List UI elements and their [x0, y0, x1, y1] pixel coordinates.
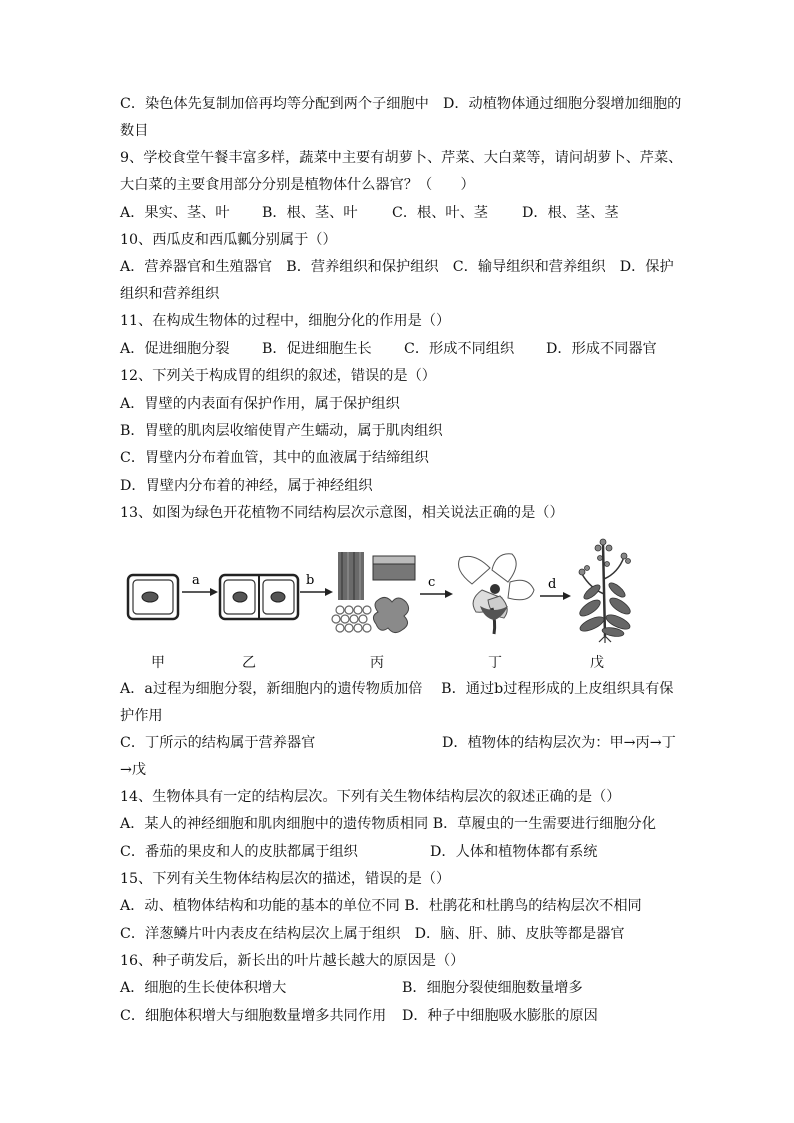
plant-figure — [577, 539, 632, 643]
text-line-l22: A．某人的神经细胞和肌肉细胞中的遗传物质相同 B．草履虫的一生需要进行细胞分化 — [120, 816, 656, 832]
plant-structure-diagram — [120, 534, 640, 669]
text-line-l16: 13、如图为绿色开花植物不同结构层次示意图，相关说法正确的是（） — [120, 505, 564, 521]
text-line-l26: C．洋葱鳞片叶内表皮在结构层次上属于组织 D．脑、肝、肺、皮肤等都是器官 — [120, 926, 625, 942]
label-ding: 丁 — [488, 655, 502, 671]
tissues-figure — [332, 552, 415, 633]
label-bing: 丙 — [370, 655, 384, 671]
text-line-l24: 15、下列有关生物体结构层次的描述，错误的是（） — [120, 871, 451, 887]
text-line-l8: 组织和营养组织 — [120, 286, 220, 302]
text-line-l14: C．胃壁内分布着血管，其中的血液属于结缔组织 — [120, 450, 429, 466]
text-line-l17: A．a过程为细胞分裂，新细胞内的遗传物质加倍 B．通过b过程形成的上皮组织具有保 — [120, 681, 674, 697]
option-q11a: A．促进细胞分裂 — [120, 341, 230, 357]
label-yi: 乙 — [242, 655, 256, 671]
single-cell-figure — [128, 575, 178, 619]
arrow-label-b: b — [306, 573, 315, 588]
arrow-label-c: c — [428, 575, 436, 590]
text-line-l3: 9、学校食堂午餐丰富多样，蔬菜中主要有胡萝卜、芹菜、大白菜等，请问胡萝卜、芹菜、 — [120, 150, 683, 166]
text-line-l20: →戊 — [120, 762, 147, 778]
option-q9a: A．果实、茎、叶 — [120, 205, 230, 221]
arrow-c — [420, 575, 453, 598]
label-jia: 甲 — [151, 655, 165, 671]
option-q9d: D．根、茎、茎 — [522, 205, 619, 221]
option-q11c: C．形成不同组织 — [404, 341, 515, 357]
text-line-l25: A．动、植物体结构和功能的基本的单位不同 B．杜鹃花和杜鹃鸟的结构层次不相同 — [120, 898, 642, 914]
text-line-l15: D．胃壁内分布着的神经，属于神经组织 — [120, 478, 373, 494]
text-line-l27: 16、种子萌发后，新长出的叶片越长越大的原因是（） — [120, 953, 465, 969]
text-line-l21: 14、生物体具有一定的结构层次。下列有关生物体结构层次的叙述正确的是（） — [120, 789, 621, 805]
option-q11d: D．形成不同器官 — [546, 341, 657, 357]
text-line-l9: 11、在构成生物体的过程中，细胞分化的作用是（） — [120, 313, 451, 329]
arrow-label-a: a — [192, 573, 200, 588]
option-q13c: C．丁所示的结构属于营养器官 — [120, 735, 316, 751]
option-q16b: B．细胞分裂使细胞数量增多 — [402, 980, 583, 996]
option-q9b: B．根、茎、叶 — [262, 205, 358, 221]
text-line-l12: A．胃壁的内表面有保护作用，属于保护组织 — [120, 396, 400, 412]
text-line-l1: C．染色体先复制加倍再均等分配到两个子细胞中 D．动植物体通过细胞分裂增加细胞的 — [120, 96, 682, 112]
option-q16c: C．细胞体积增大与细胞数量增多共同作用 — [120, 1008, 387, 1024]
text-line-l6: 10、西瓜皮和西瓜瓤分别属于（） — [120, 232, 337, 248]
option-q14c: C．番茄的果皮和人的皮肤都属于组织 — [120, 844, 358, 860]
flower-figure — [459, 554, 535, 634]
option-q11b: B．促进细胞生长 — [262, 341, 372, 357]
option-q13d: D．植物体的结构层次为：甲→丙→丁 — [442, 735, 676, 751]
option-q9c: C．根、叶、茎 — [392, 205, 488, 221]
option-q14d: D．人体和植物体都有系统 — [430, 844, 598, 860]
arrow-label-d: d — [548, 577, 557, 592]
option-q16d: D．种子中细胞吸水膨胀的原因 — [402, 1008, 598, 1024]
arrow-a — [182, 573, 218, 596]
text-line-l18: 护作用 — [120, 708, 163, 724]
arrow-d — [540, 577, 571, 600]
arrow-b — [300, 573, 333, 596]
text-line-l2: 数目 — [120, 123, 149, 139]
text-line-l4: 大白菜的主要食用部分分别是植物体什么器官？（ ） — [120, 177, 475, 193]
label-wu: 戊 — [590, 655, 604, 671]
text-line-l13: B．胃壁的肌肉层收缩使胃产生蠕动，属于肌肉组织 — [120, 423, 443, 439]
two-cells-figure — [220, 575, 298, 619]
option-q16a: A．细胞的生长使体积增大 — [120, 980, 287, 996]
text-line-l11: 12、下列关于构成胃的组织的叙述，错误的是（） — [120, 368, 436, 384]
text-line-l7: A．营养器官和生殖器官 B．营养组织和保护组织 C．输导组织和营养组织 D．保护 — [120, 259, 674, 275]
